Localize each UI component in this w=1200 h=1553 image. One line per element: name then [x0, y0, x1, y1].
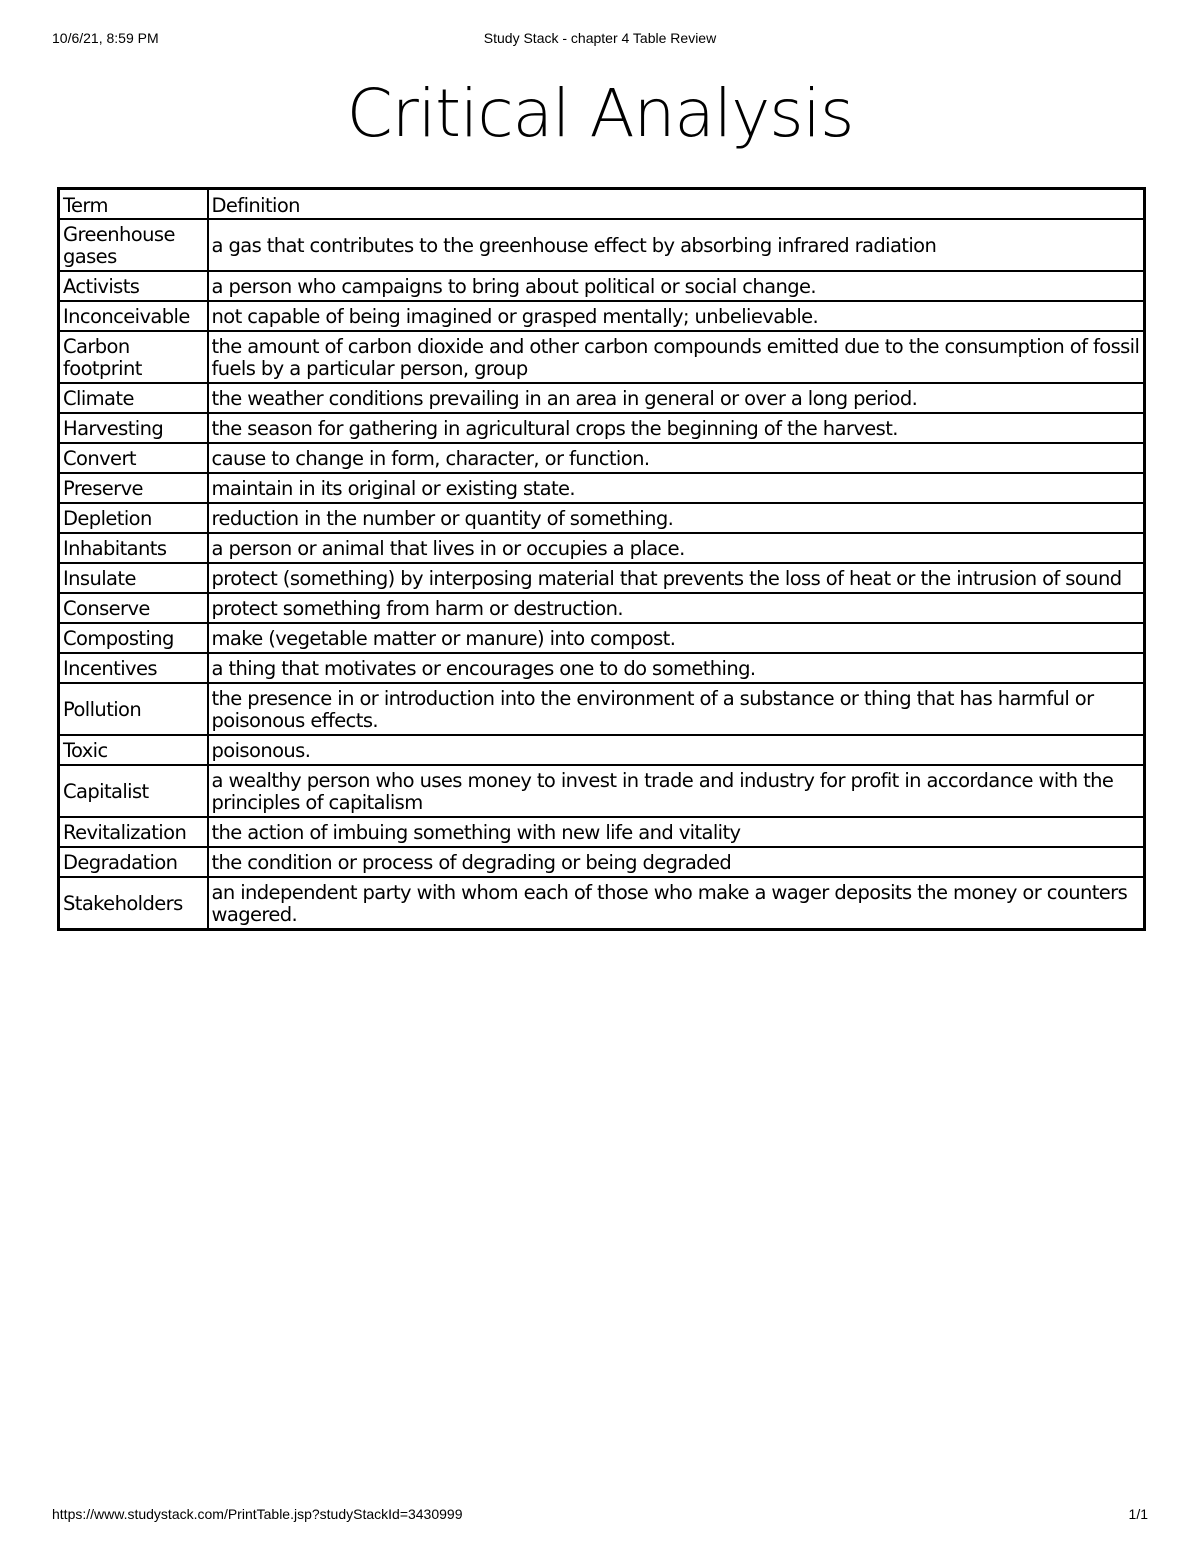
table-header-row — [59, 189, 1145, 220]
table-row — [59, 765, 1145, 817]
table-row — [59, 271, 1145, 301]
term-cell: Inconceivable — [59, 301, 208, 331]
definition-cell: the amount of carbon dioxide and other carbon compounds emitted due to the consumption of fossil fuels by a particular person, group — [208, 331, 1145, 383]
term-definition-table — [57, 187, 1146, 931]
definition-cell: reduction in the number or quantity of something. — [208, 503, 1145, 533]
term-cell: Greenhouse gases — [59, 219, 208, 271]
term-cell: Harvesting — [59, 413, 208, 443]
term-cell: Preserve — [59, 473, 208, 503]
table-row — [59, 219, 1145, 271]
document-title: Critical Analysis — [346, 75, 854, 152]
term-cell: Composting — [59, 623, 208, 653]
table-row — [59, 623, 1145, 653]
definition-cell: the presence in or introduction into the environment of a substance or thing that has harmful or poisonous effects. — [208, 683, 1145, 735]
term-cell: Toxic — [59, 735, 208, 765]
table-row — [59, 503, 1145, 533]
print-page-number: 1/1 — [1128, 1506, 1148, 1522]
table-row — [59, 331, 1145, 383]
term-cell: Carbon footprint — [59, 331, 208, 383]
term-cell: Depletion — [59, 503, 208, 533]
term-cell: Climate — [59, 383, 208, 413]
table-row — [59, 383, 1145, 413]
term-cell: Incentives — [59, 653, 208, 683]
term-cell: Stakeholders — [59, 877, 208, 930]
term-cell: Capitalist — [59, 765, 208, 817]
definition-cell: poisonous. — [208, 735, 1145, 765]
definition-cell: protect (something) by interposing material that prevents the loss of heat or the intrusion of sound — [208, 563, 1145, 593]
table-row — [59, 301, 1145, 331]
term-cell: Revitalization — [59, 817, 208, 847]
definition-cell: a person or animal that lives in or occupies a place. — [208, 533, 1145, 563]
term-cell: Inhabitants — [59, 533, 208, 563]
term-cell: Activists — [59, 271, 208, 301]
column-header-definition: Definition — [208, 189, 1145, 220]
table-row — [59, 877, 1145, 930]
definition-cell: the weather conditions prevailing in an area in general or over a long period. — [208, 383, 1145, 413]
definition-cell: maintain in its original or existing state. — [208, 473, 1145, 503]
table-row — [59, 847, 1145, 877]
term-cell: Insulate — [59, 563, 208, 593]
table-row — [59, 413, 1145, 443]
definition-cell: make (vegetable matter or manure) into compost. — [208, 623, 1145, 653]
table-row — [59, 593, 1145, 623]
table-row — [59, 653, 1145, 683]
table-row — [59, 563, 1145, 593]
print-header — [52, 30, 1148, 50]
print-datetime: 10/6/21, 8:59 PM — [52, 30, 159, 46]
table-row — [59, 473, 1145, 503]
definition-cell: a thing that motivates or encourages one to do something. — [208, 653, 1145, 683]
print-footer — [52, 1506, 1148, 1526]
term-cell: Conserve — [59, 593, 208, 623]
table-row — [59, 817, 1145, 847]
table-row — [59, 443, 1145, 473]
definition-cell: cause to change in form, character, or function. — [208, 443, 1145, 473]
definition-cell: a gas that contributes to the greenhouse effect by absorbing infrared radiation — [208, 219, 1145, 271]
definition-cell: a person who campaigns to bring about political or social change. — [208, 271, 1145, 301]
print-url: https://www.studystack.com/PrintTable.jsp?studyStackId=3430999 — [52, 1506, 463, 1522]
definition-cell: an independent party with whom each of those who make a wager deposits the money or counters wagered. — [208, 877, 1145, 930]
definition-cell: the season for gathering in agricultural crops the beginning of the harvest. — [208, 413, 1145, 443]
definition-cell: a wealthy person who uses money to invest in trade and industry for profit in accordance with the principles of capitalism — [208, 765, 1145, 817]
definition-cell: the condition or process of degrading or being degraded — [208, 847, 1145, 877]
print-page-title: Study Stack - chapter 4 Table Review — [483, 30, 717, 46]
definition-cell: not capable of being imagined or grasped mentally; unbelievable. — [208, 301, 1145, 331]
table-row — [59, 533, 1145, 563]
table-row — [59, 683, 1145, 735]
column-header-term: Term — [59, 189, 208, 220]
term-cell: Convert — [59, 443, 208, 473]
term-cell: Degradation — [59, 847, 208, 877]
term-cell: Pollution — [59, 683, 208, 735]
definition-cell: protect something from harm or destruction. — [208, 593, 1145, 623]
definition-cell: the action of imbuing something with new life and vitality — [208, 817, 1145, 847]
table-row — [59, 735, 1145, 765]
